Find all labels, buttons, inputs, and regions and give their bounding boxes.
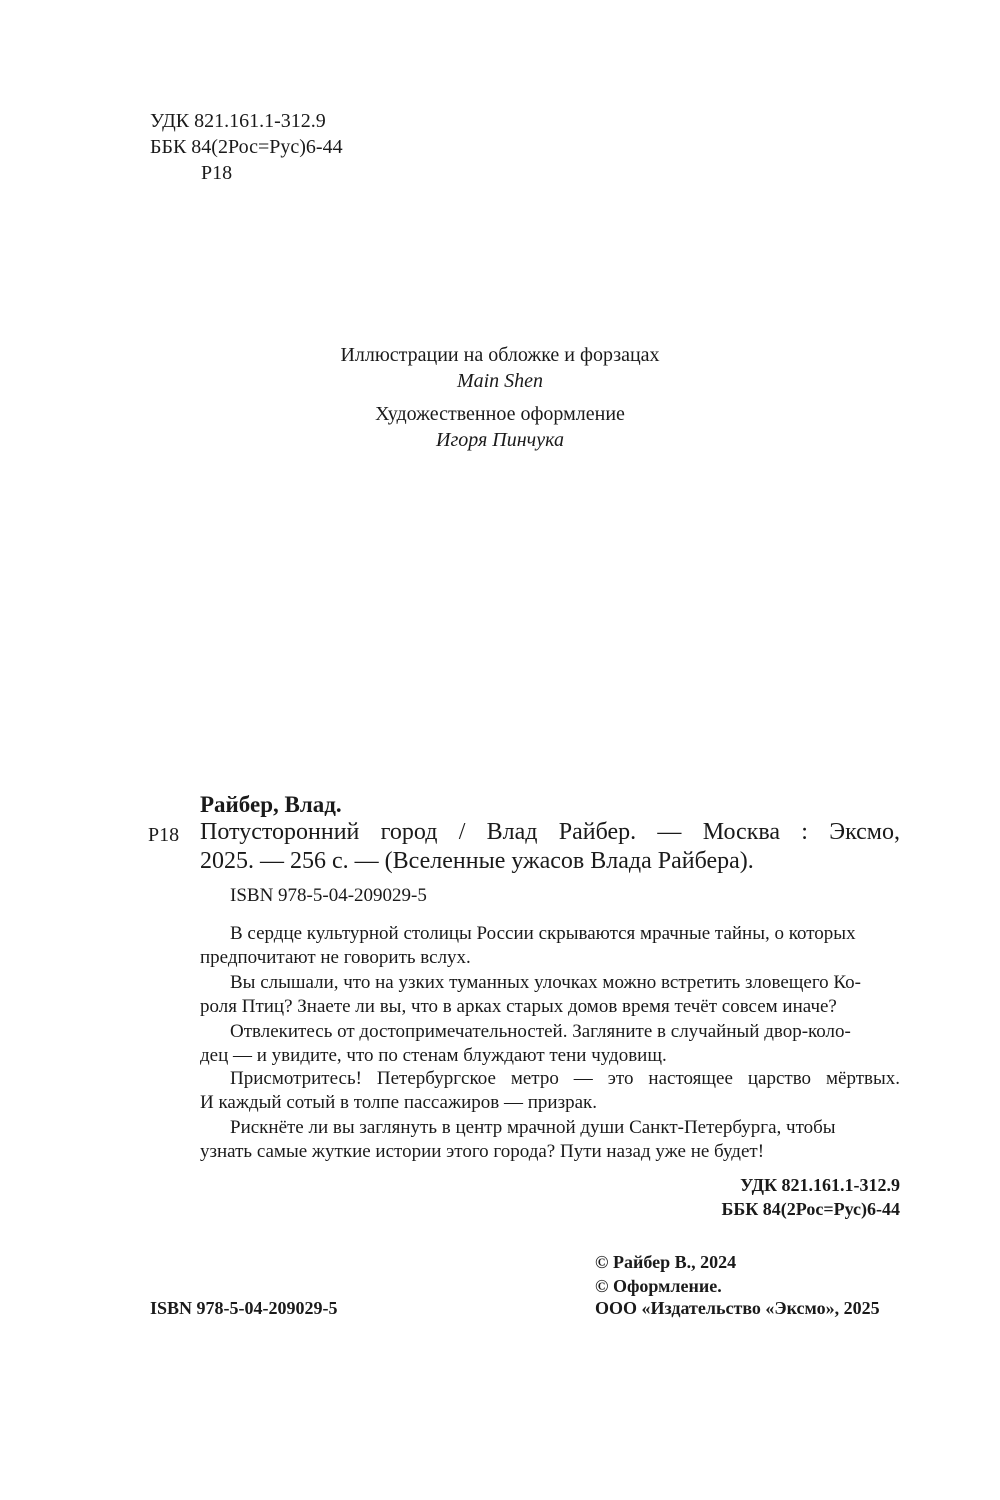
copyright-design: © Оформление. — [595, 1276, 722, 1296]
summary-p4-line1: Присмотритесь! Петербургское метро — это настоящее царство мёртвых. — [230, 1068, 900, 1089]
summary-p3-line2: дец — и увидите, что по стенам блуждают тени чудовищ. — [200, 1045, 667, 1066]
summary-p2-line2: роля Птиц? Знаете ли вы, что в арках старых домов время течёт совсем иначе? — [200, 996, 837, 1017]
bbk-bottom: ББК 84(2Рос=Рус)6-44 — [721, 1199, 900, 1219]
designer-name: Игоря Пинчука — [436, 429, 564, 451]
summary-p3-line1: Отвлекитесь от достопримечательностей. Загляните в случайный двор-коло- — [230, 1021, 851, 1042]
summary-p5-line2: узнать самые жуткие истории этого города? Пути назад уже не будет! — [200, 1141, 765, 1162]
udk-top: УДК 821.161.1-312.9 — [150, 110, 326, 132]
bbk-top: ББК 84(2Рос=Рус)6-44 — [150, 136, 343, 158]
summary-p1-line2: предпочитают не говорить вслух. — [200, 947, 471, 968]
copyright-publisher: ООО «Издательство «Эксмо», 2025 — [595, 1298, 880, 1318]
summary-p2-line1: Вы слышали, что на узких туманных улочках можно встретить зловещего Ко- — [230, 972, 861, 993]
copyright-author: © Райбер В., 2024 — [595, 1252, 737, 1272]
summary-p4-line2: И каждый сотый в толпе пассажиров — призрак. — [200, 1092, 598, 1113]
udk-bottom: УДК 821.161.1-312.9 — [740, 1175, 900, 1195]
isbn-entry: ISBN 978-5-04-209029-5 — [230, 885, 427, 906]
illustrations-label: Иллюстрации на обложке и форзацах — [340, 344, 660, 366]
entry-line-1: Потусторонний город / Влад Райбер. — Москва : Эксмо, — [200, 819, 900, 845]
isbn-footer: ISBN 978-5-04-209029-5 — [150, 1298, 338, 1318]
design-label: Художественное оформление — [375, 403, 625, 425]
summary-p5-line1: Рискнёте ли вы заглянуть в центр мрачной души Санкт-Петербурга, чтобы — [230, 1117, 836, 1138]
author-mark: Р18 — [148, 824, 180, 846]
author-heading: Райбер, Влад. — [200, 792, 342, 817]
entry-line-2: 2025. — 256 с. — (Вселенные ужасов Влада Райбера). — [200, 848, 754, 874]
illustrator-name: Main Shen — [456, 370, 544, 392]
author-mark-top: Р18 — [201, 162, 233, 184]
summary-p1-line1: В сердце культурной столицы России скрываются мрачные тайны, о которых — [230, 923, 856, 944]
